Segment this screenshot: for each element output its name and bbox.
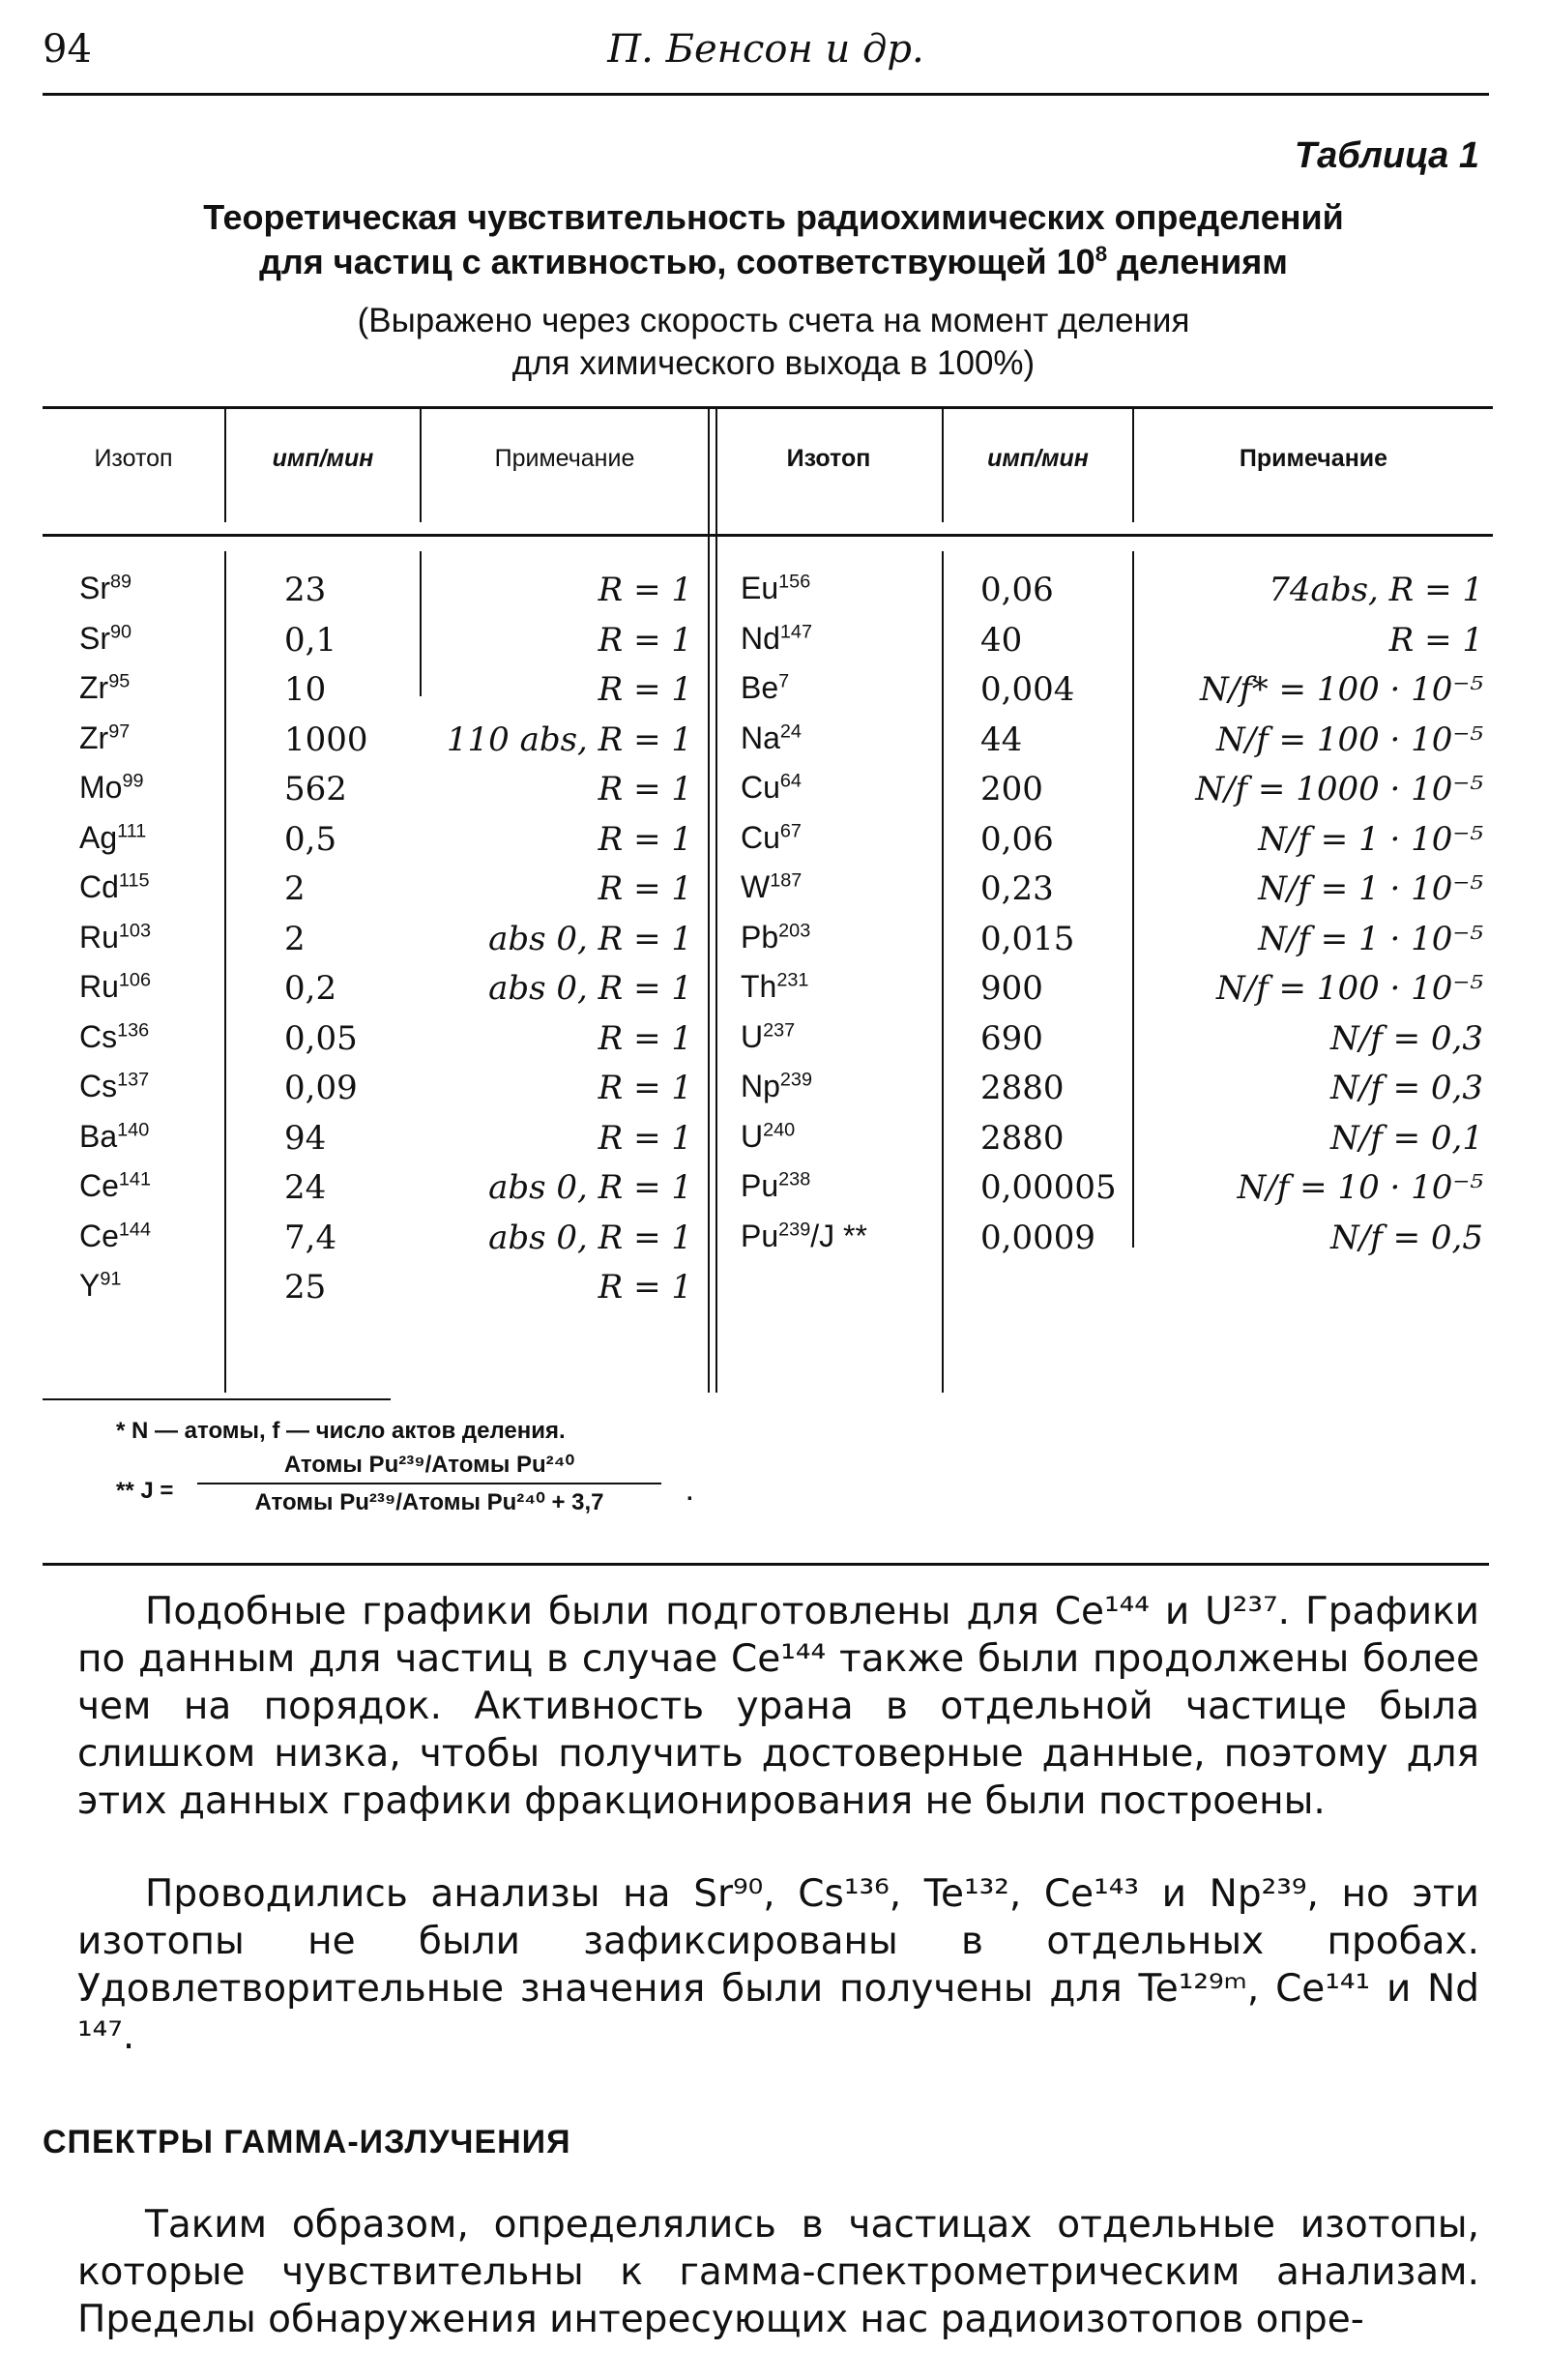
table-row: [43, 969, 1493, 1019]
cpm-value: 900: [980, 969, 1043, 1008]
table-row: [43, 1019, 1493, 1070]
table-row: [43, 1168, 1493, 1219]
element-symbol: Cs: [79, 1069, 118, 1103]
isotope-cell: [741, 969, 808, 1005]
table-subtitle-line1: (Выражено через скорость счета на момент деления: [357, 302, 1190, 339]
note-cell: N/f = 0,3: [1330, 1069, 1483, 1107]
header-note-left: Примечание: [494, 445, 635, 472]
cpm-value: 0,09: [284, 1069, 358, 1107]
table-row: [43, 770, 1493, 820]
section-heading: СПЕКТРЫ ГАММА-ИЗЛУЧЕНИЯ: [43, 2124, 571, 2160]
cpm-value: 0,00005: [980, 1168, 1117, 1207]
element-symbol: Ag: [79, 819, 118, 855]
mass-number: 137: [117, 1069, 150, 1091]
cpm-value: 2880: [980, 1118, 1065, 1158]
note-cell: 74abs, R = 1: [1269, 571, 1483, 609]
element-symbol: Cd: [79, 869, 119, 904]
mass-number: 7: [778, 670, 790, 692]
element-symbol: Eu: [741, 571, 779, 605]
mass-number: 187: [770, 869, 803, 892]
note-cell: R = 1: [598, 1268, 692, 1307]
element-symbol: Ru: [79, 919, 119, 955]
table-row: [43, 1268, 1493, 1318]
table-header-rule: [43, 534, 1493, 537]
isotope-cell: [741, 720, 802, 756]
mass-number: 115: [118, 869, 150, 892]
element-symbol: U: [741, 1018, 764, 1054]
cpm-value: 10: [284, 670, 327, 709]
element-symbol: Cs: [79, 1018, 118, 1054]
element-symbol: Ru: [79, 969, 119, 1004]
paragraph-3: Таким образом, определялись в частицах отдельные изотопы, которые чувствительны к гамма-спектрометрическим анализам. Пределы обнаружения интересующих нас радиоизотопов опре-: [77, 2203, 1479, 2341]
table-title-line2: для частиц с активностью, соответствующей $10^8$ делениям: [259, 242, 1288, 281]
note-cell: N/f = 1 · 10⁻⁵: [1258, 869, 1483, 908]
note-cell: R = 1: [598, 620, 692, 660]
mass-number: 141: [118, 1168, 151, 1190]
table-row: [43, 1119, 1493, 1169]
mass-number: 237: [763, 1018, 796, 1041]
table-top-rule: [43, 406, 1493, 409]
cpm-value: 200: [980, 770, 1043, 808]
element-symbol: Sr: [79, 620, 110, 656]
cpm-value: 2880: [980, 1069, 1065, 1107]
mass-number: 156: [778, 571, 811, 593]
cpm-value: 0,004: [980, 670, 1075, 709]
isotope-suffix: /J **: [810, 1218, 867, 1253]
cpm-value: 0,1: [284, 620, 337, 660]
fraction-denominator: Атомы Pu²³⁹/Атомы Pu²⁴⁰ + 3,7: [254, 1489, 604, 1515]
cpm-value: 40: [980, 620, 1023, 660]
cpm-value: 24: [284, 1168, 327, 1207]
mass-number: 238: [778, 1168, 811, 1190]
mass-number: 95: [108, 670, 131, 692]
table-row: [43, 621, 1493, 671]
table-row: [43, 571, 1493, 621]
cpm-value: 690: [980, 1018, 1043, 1058]
cpm-value: 2: [284, 919, 306, 958]
note-cell: abs 0, R = 1: [488, 969, 692, 1008]
mass-number: 239: [779, 1069, 812, 1091]
cpm-value: 0,2: [284, 969, 337, 1008]
isotope-cell: [741, 1219, 867, 1254]
table-subtitle: [77, 300, 1470, 385]
note-cell: R = 1: [598, 1069, 692, 1107]
element-symbol: Na: [741, 720, 780, 755]
cpm-value: 0,5: [284, 819, 337, 859]
element-symbol: Ce: [79, 1168, 119, 1203]
cpm-value: 0,06: [980, 819, 1054, 859]
element-symbol: Y: [79, 1268, 101, 1303]
cpm-value: 0,0009: [980, 1218, 1095, 1257]
mass-number: 103: [118, 919, 151, 941]
isotope-cell: [741, 869, 802, 905]
element-symbol: Mo: [79, 770, 123, 805]
isotope-cell: [79, 1268, 121, 1304]
cpm-value: 94: [284, 1118, 327, 1158]
element-symbol: Be: [741, 670, 779, 705]
element-symbol: Cu: [741, 770, 780, 805]
note-cell: R = 1: [598, 1118, 692, 1158]
book-page: [39, 0, 1508, 2380]
element-symbol: Sr: [79, 571, 110, 605]
table-title: [77, 195, 1470, 284]
note-cell: R = 1: [1388, 620, 1483, 660]
mass-number: 106: [118, 969, 151, 991]
element-symbol: Nd: [741, 620, 780, 656]
cpm-value: 23: [284, 571, 327, 609]
table-end-rule: [43, 1563, 1489, 1566]
fraction-numerator: Атомы Pu²³⁹/Атомы Pu²⁴⁰: [197, 1451, 661, 1484]
note-cell: R = 1: [598, 819, 692, 859]
header-cpm-right: имп/мин: [987, 445, 1089, 472]
element-symbol: W: [741, 869, 771, 904]
mass-number: 90: [110, 620, 132, 642]
cpm-value: 44: [980, 720, 1023, 759]
isotope-cell: [741, 621, 812, 657]
mass-number: 111: [117, 819, 147, 841]
sensitivity-table: [43, 406, 1493, 1383]
element-symbol: Ce: [79, 1218, 119, 1253]
note-cell: R = 1: [598, 770, 692, 808]
element-symbol: Zr: [79, 670, 109, 705]
mass-number: 136: [117, 1018, 150, 1041]
table-row: [43, 869, 1493, 920]
mass-number: 140: [117, 1118, 150, 1140]
footnote-double-star: [116, 1451, 793, 1528]
mass-number: 89: [110, 571, 132, 593]
footnote-end: .: [686, 1480, 693, 1506]
header-isotope-left: Изотоп: [94, 445, 173, 472]
isotope-cell: [741, 920, 810, 955]
element-symbol: Pu: [741, 1168, 779, 1203]
header-isotope-right: Изотоп: [786, 445, 871, 472]
isotope-cell: [741, 670, 789, 706]
cpm-value: 0,015: [980, 919, 1075, 958]
cpm-value: 7,4: [284, 1218, 337, 1257]
note-cell: N/f = 1 · 10⁻⁵: [1258, 919, 1483, 958]
isotope-cell: [741, 770, 802, 806]
cpm-value: 0,05: [284, 1018, 358, 1058]
mass-number: 240: [763, 1118, 796, 1140]
table-row: [43, 920, 1493, 970]
mass-number: 64: [779, 770, 802, 792]
cpm-value: 0,06: [980, 571, 1054, 609]
isotope-cell: [741, 1069, 812, 1104]
note-cell: N/f = 0,5: [1330, 1218, 1483, 1257]
table-row: [43, 670, 1493, 720]
cpm-value: 2: [284, 869, 306, 908]
note-cell: N/f* = 100 · 10⁻⁵: [1199, 670, 1483, 709]
table-row: [43, 820, 1493, 870]
note-cell: N/f = 10 · 10⁻⁵: [1237, 1168, 1483, 1207]
mass-number: 203: [778, 919, 811, 941]
note-cell: N/f = 0,3: [1330, 1018, 1483, 1058]
note-cell: N/f = 1 · 10⁻⁵: [1258, 819, 1483, 859]
page-header: [43, 27, 1489, 85]
mass-number: 91: [100, 1268, 122, 1290]
isotope-cell: [741, 571, 810, 606]
isotope-cell: [741, 1019, 795, 1055]
element-symbol: Np: [741, 1069, 780, 1103]
footnote-j-label: ** J =: [116, 1478, 174, 1504]
table-title-line1: Теоретическая чувствительность радиохимических определений: [203, 197, 1344, 237]
isotope-cell: [741, 820, 802, 856]
running-title: П. Бенсон и др.: [607, 27, 924, 72]
element-symbol: U: [741, 1118, 764, 1154]
header-note-right: Примечание: [1239, 445, 1388, 472]
note-cell: R = 1: [598, 670, 692, 709]
paragraph-2: Проводились анализы на Sr⁹⁰, Cs¹³⁶, Te¹³², Ce¹⁴³ и Np²³⁹, но эти изотопы не были зафиксированы в отдельных пробах. Удовлетворительные значения были получены для Te¹²⁹ᵐ, Ce¹⁴¹ и Nd ¹⁴⁷.: [77, 1872, 1479, 2058]
element-symbol: Th: [741, 969, 777, 1004]
mass-number: 97: [108, 720, 131, 742]
cpm-value: 0,23: [980, 869, 1054, 908]
element-symbol: Pu: [741, 1218, 779, 1253]
note-cell: abs 0, R = 1: [488, 919, 692, 958]
note-cell: abs 0, R = 1: [488, 1168, 692, 1207]
note-cell: N/f = 100 · 10⁻⁵: [1215, 969, 1483, 1008]
note-cell: N/f = 0,1: [1330, 1118, 1483, 1158]
footnote-rule: [43, 1398, 391, 1400]
table-label: Таблица 1: [1294, 135, 1479, 176]
element-symbol: Ba: [79, 1118, 118, 1154]
mass-number: 231: [776, 969, 809, 991]
header-cpm-left: имп/мин: [272, 445, 374, 472]
note-cell: abs 0, R = 1: [488, 1218, 692, 1257]
note-cell: 110 abs, R = 1: [446, 720, 692, 759]
mass-number: 239: [778, 1218, 811, 1240]
footnote-fraction: [197, 1451, 661, 1516]
mass-number: 24: [779, 720, 802, 742]
note-cell: R = 1: [598, 1018, 692, 1058]
cpm-value: 25: [284, 1268, 327, 1307]
mass-number: 147: [779, 620, 812, 642]
element-symbol: Pb: [741, 919, 779, 955]
mass-number: 144: [118, 1218, 151, 1240]
table-row: [43, 1219, 1493, 1269]
isotope-cell: [741, 1119, 795, 1155]
mass-number: 67: [779, 819, 802, 841]
cpm-value: 562: [284, 770, 347, 808]
paragraph-1: Подобные графики были подготовлены для Ce¹⁴⁴ и U²³⁷. Графики по данным для частиц в случае Ce¹⁴⁴ также были продолжены более чем на порядок. Активность урана в отдельной частице была слишком низка, чтобы получить достоверные данные, поэтому для этих данных графики фракционирования не были построены.: [77, 1590, 1479, 1823]
note-cell: R = 1: [598, 571, 692, 609]
table-subtitle-line2: для химического выхода в 100%): [511, 344, 1036, 382]
mass-number: 99: [122, 770, 144, 792]
header-rule: [43, 93, 1489, 96]
element-symbol: Cu: [741, 819, 780, 855]
isotope-cell: [741, 1168, 810, 1204]
footnote-star: * N — атомы, f — число актов деления.: [116, 1418, 566, 1444]
note-cell: N/f = 1000 · 10⁻⁵: [1195, 770, 1483, 808]
table-row: [43, 1069, 1493, 1119]
note-cell: R = 1: [598, 869, 692, 908]
element-symbol: Zr: [79, 720, 109, 755]
page-number: 94: [43, 27, 92, 72]
cpm-value: 1000: [284, 720, 368, 759]
table-row: [43, 720, 1493, 771]
note-cell: N/f = 100 · 10⁻⁵: [1215, 720, 1483, 759]
